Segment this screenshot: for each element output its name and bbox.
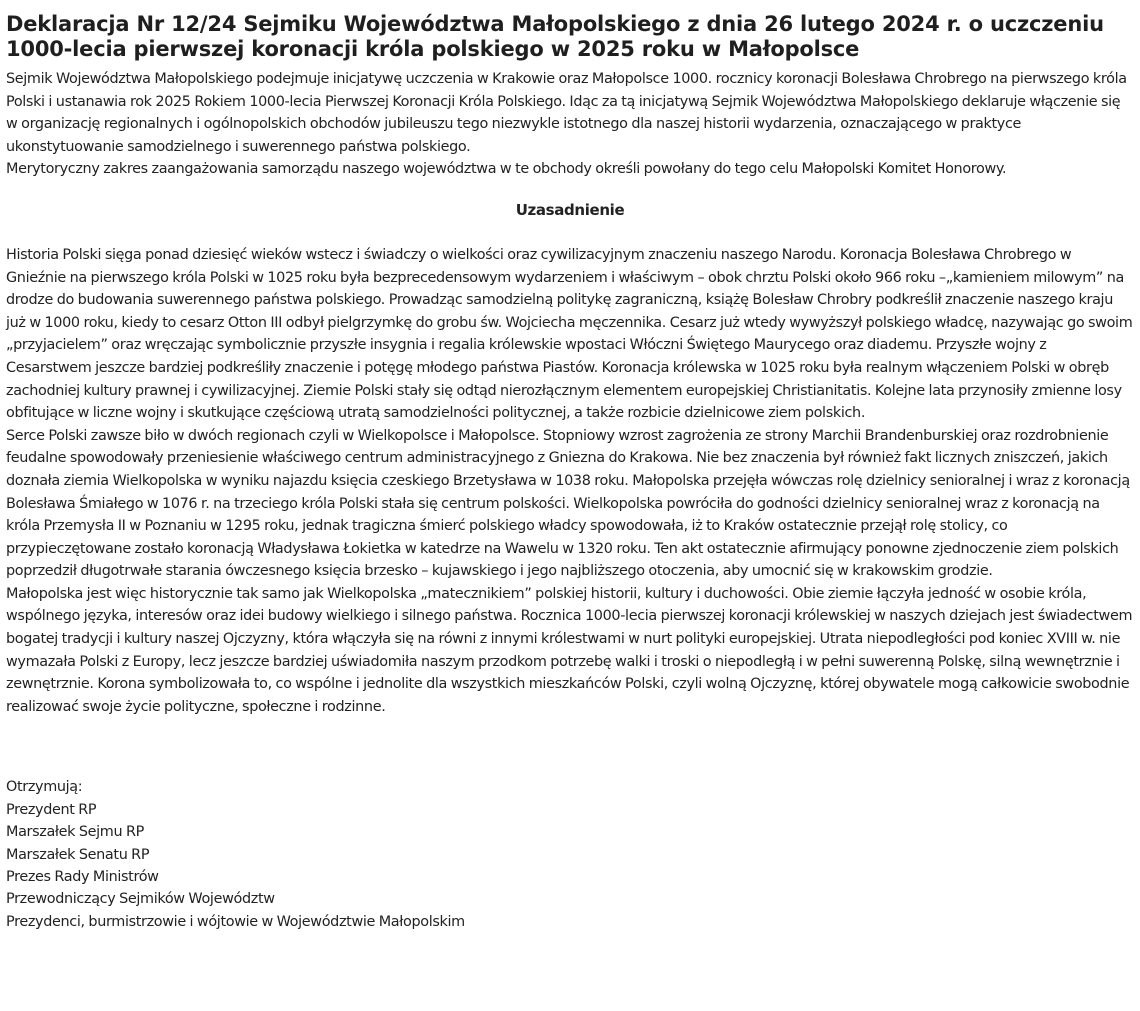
intro-paragraph: Sejmik Województwa Małopolskiego podejmuje inicjatywę uczczenia w Krakowie oraz Małopolsce 1000. rocznicy koronacji Bolesława Chrobrego na pierwszego króla Polski i ustanawia rok 2025 Rokiem 1000-lecia Pierwszej Koronacji Króla Polskiego. Idąc za tą inicjatywą Sejmik Województwa Małopolskiego deklaruje włączenie się w organizację regionalnych i ogólnopolskich obchodów jubileuszu tego niezwykle istotnego dla naszej historii wydarzenia, oznaczającego w praktyce ukonstytuowanie samodzielnego i suwerennego państwa polskiego. — [6, 71, 1127, 155]
justification-paragraph: Małopolska jest więc historycznie tak samo jak Wielkopolska „matecznikiem” polskiej historii, kultury i duchowości. Obie ziemie łączyła jedność w osobie króla, wspólnego języka, interesów oraz idei budowy wielkiego i silnego państwa. Rocznica 1000-lecia pierwszej koronacji królewskiej w naszych dziejach jest świadectwem bogatej tradycji i kultury naszej Ojczyzny, która włączyła się na równi z innymi królestwami w nurt polityki europejskiej. Utrata niepodległości pod koniec XVIII w. nie wymazała Polski z Europy, lecz jeszcze bardziej uświadomiła naszym przodkom potrzebę walki i troski o niepodległą i w pełni suwerenną Polskę, silną wewnętrznie i zewnętrznie. Korona symbolizowała to, co wspólne i jednolite dla wszystkich mieszkańców Polski, czyli wolną Ojczyznę, której obywatele mogą całkowicie swobodnie realizować swoje życie polityczne, społeczne i rodzinne. — [6, 585, 1133, 715]
recipient-item: Prezydent RP — [6, 801, 97, 818]
recipient-item: Prezes Rady Ministrów — [6, 869, 159, 886]
recipient-item: Prezydenci, burmistrzowie i wójtowie w Województwie Małopolskim — [6, 913, 465, 930]
recipients-label: Otrzymują: — [6, 779, 83, 796]
justification-paragraph: Historia Polski sięga ponad dziesięć wieków wstecz i świadczy o wielkości oraz cywilizacyjnym znaczeniu naszego Narodu. Koronacja Bolesława Chrobrego w Gnieźnie na pierwszego króla Polski w 1025 roku była bezprecedensowym wydarzeniem i właściwym – obok chrztu Polski około 966 roku –„kamieniem milowym” na drodze do budowania suwerennego państwa polskiego. Prowadząc samodzielną politykę zagraniczną, książę Bolesław Chrobry podkreślił znaczenie naszego kraju już w 1000 roku, kiedy to cesarz Otton III odbył pielgrzymkę do grobu św. Wojciecha męczennika. Cesarz już wtedy wywyższył polskiego władcę, nazywając go swoim „przyjacielem” oraz wręczając symbolicznie przyszłe insygnia i regalia królewskie wpostaci Włóczni Świętego Maurycego oraz diademu. Przyszłe wojny z Cesarstwem jeszcze bardziej podkreśliły znaczenie i potęgę młodego państwa Piastów. Koronacja królewska w 1025 roku była realnym włączeniem Polski w obręb zachodniej kultury prawnej i cywilizacyjnej. Ziemie Polski stały się odtąd nierozłącznym elementem europejskiej Christianitatis. Kolejne lata przynosiły zmienne losy obfitujące w liczne wojny i skutkujące częściową utratą samodzielności politycznej, a także rozbicie dzielnicowe ziem polskich. — [6, 246, 1133, 422]
justification-paragraph: Serce Polski zawsze biło w dwóch regionach czyli w Wielkopolsce i Małopolsce. Stopniowy wzrost zagrożenia ze strony Marchii Brandenburskiej oraz rozdrobnienie feudalne spowodowały przeniesienie właściwego centrum administracyjnego z Gniezna do Krakowa. Nie bez znaczenia był również fakt licznych zniszczeń, jakich doznała ziemia Wielkopolska w wyniku najazdu księcia czeskiego Brzetysława w 1038 roku. Małopolska przejęła wówczas rolę dzielnicy senioralnej i wraz z koronacją Bolesława Śmiałego w 1076 r. na trzeciego króla Polski stała się centrum polskości. Wielkopolska powróciła do godności dzielnicy senioralnej wraz z koronacją na króla Przemysła II w Poznaniu w 1295 roku, jednak tragiczna śmierć polskiego władcy spowodowała, iż to Kraków ostatecznie przejął rolę stolicy, co przypieczętowane zostało koronacją Władysława Łokietka w katedrze na Wawelu w 1320 roku. Ten akt ostatecznie afirmujący ponowne zjednoczenie ziem polskich poprzedził długotrwałe starania ówczesnego księcia brzesko – kujawskiego i jego najbliższego otoczenia, aby umocnić się w krakowskim grodzie. — [6, 427, 1130, 580]
recipient-item: Marszałek Sejmu RP — [6, 824, 144, 841]
justification-section — [6, 244, 1134, 718]
recipient-item: Marszałek Senatu RP — [6, 846, 150, 863]
intro-section — [6, 68, 1134, 181]
intro-paragraph: Merytoryczny zakres zaangażowania samorządu naszego województwa w te obchody określi powołany do tego celu Małopolski Komitet Honorowy. — [6, 161, 1007, 178]
recipients-list — [6, 776, 1134, 933]
document-title: Deklaracja Nr 12/24 Sejmiku Województwa Małopolskiego z dnia 26 lutego 2024 r. o uczczeniu 1000-lecia pierwszej koronacji króla polskiego w 2025 roku w Małopolsce — [6, 12, 1104, 61]
justification-heading: Uzasadnienie — [515, 200, 625, 219]
recipient-item: Przewodniczący Sejmików Województw — [6, 891, 275, 908]
